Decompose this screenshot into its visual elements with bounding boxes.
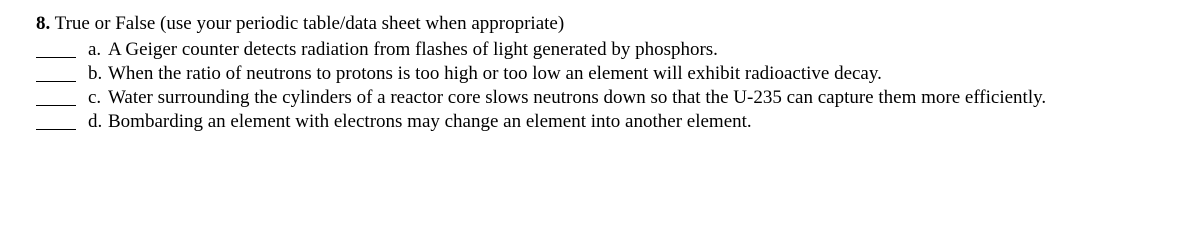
statement-text-a: A Geiger counter detects radiation from flashes of light generated by phosphors. (108, 39, 718, 60)
statement-c (36, 86, 1196, 110)
statement-b (36, 62, 1196, 86)
statement-text-b: When the ratio of neutrons to protons is too high or too low an element will exhibit radioactive decay. (108, 63, 882, 84)
statement-d (36, 110, 1196, 134)
statement-letter-b: b. (88, 63, 103, 84)
answer-blank-a[interactable] (36, 57, 76, 58)
statement-a (36, 38, 1196, 62)
answer-blank-d[interactable] (36, 129, 76, 130)
statement-letter-d: d. (88, 111, 103, 132)
question-heading (36, 12, 564, 36)
statement-text-c: Water surrounding the cylinders of a reactor core slows neutrons down so that the U-235 can capture them more efficiently. (108, 87, 1047, 108)
statement-text-d: Bombarding an element with electrons may change an element into another element. (108, 111, 752, 132)
answer-blank-c[interactable] (36, 105, 76, 106)
question-number: 8. (36, 13, 51, 34)
statement-list (36, 38, 1196, 134)
question-prompt: True or False (use your periodic table/data sheet when appropriate) (54, 13, 565, 34)
answer-blank-b[interactable] (36, 81, 76, 82)
statement-letter-c: c. (88, 87, 102, 108)
statement-letter-a: a. (88, 39, 102, 60)
